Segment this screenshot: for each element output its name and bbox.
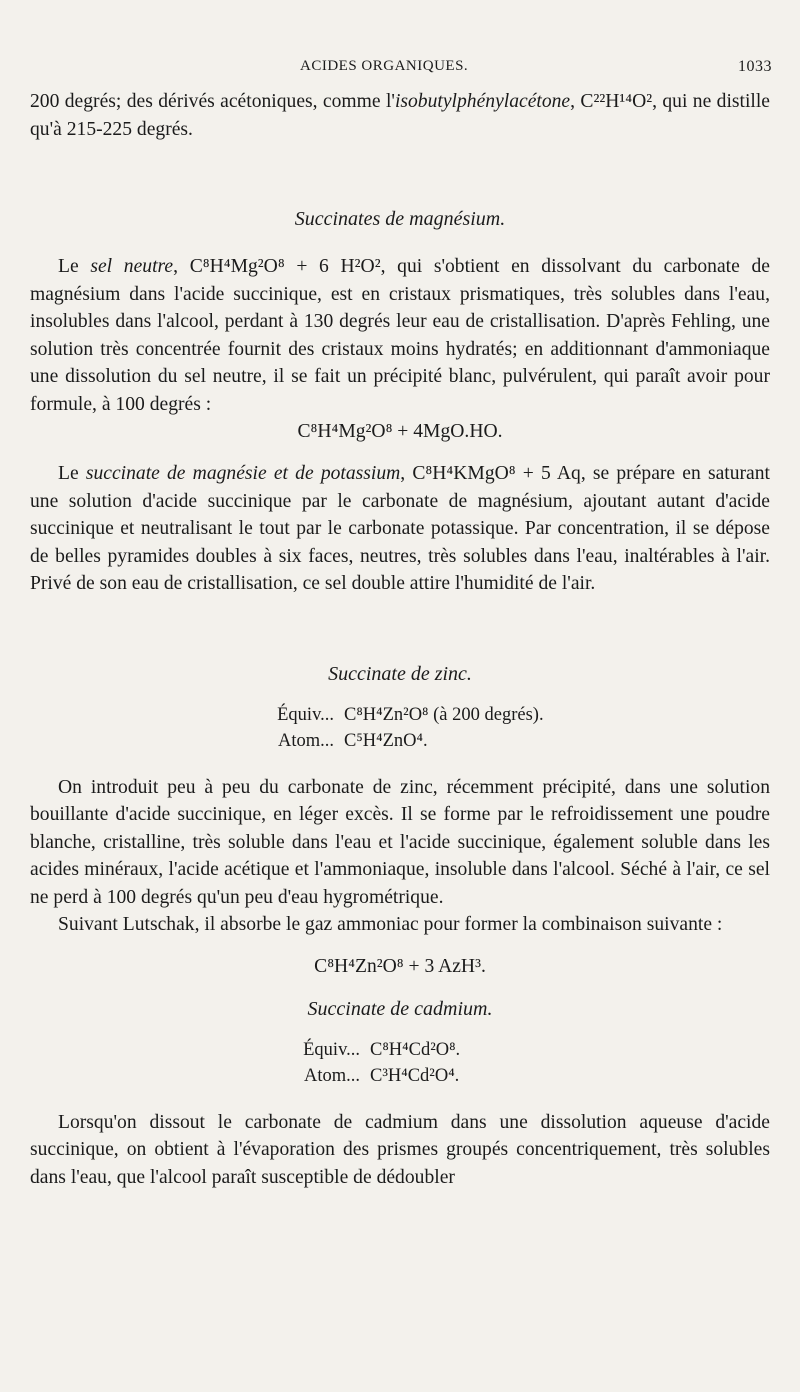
equiv-row: [246, 702, 770, 728]
running-header: [30, 58, 772, 82]
equiv-row: [272, 1037, 770, 1063]
running-title: ACIDES ORGANIQUES.: [300, 58, 469, 74]
atom-row: [246, 728, 770, 754]
atom-label: Atom...: [303, 1065, 360, 1086]
paragraph-text: , C²²H¹⁴O², qui ne distille qu'à 215-225 degrés.: [30, 91, 770, 140]
paragraph-isobutylphenylacetone: [30, 88, 770, 143]
equiv-label: Équiv...: [277, 704, 334, 725]
atom-formula: C³H⁴Cd²O⁴.: [370, 1065, 460, 1086]
paragraph-text: 200 degrés; des dérivés acétoniques, comme l': [30, 91, 395, 112]
paragraph-text: Le: [58, 463, 86, 484]
paragraph-text: Le: [58, 256, 91, 277]
paragraph-magnesium-potassium: [30, 460, 770, 598]
paragraph-text: , C⁸H⁴KMgO⁸ + 5 Aq, se prépare en saturant une solution d'acide succinique par le carbonate de magnésium, ajoutant autant d'acide succinique et neutralisant le tout par le carbonate potassique. Par concentration, il se dépose de belles pyramides doubles à six faces, neutres, très solubles dans l'eau, inaltérables à l'air. Privé de son eau de cristallisation, ce sel double attire l'humidité de l'air.: [30, 463, 770, 594]
term-italic: sel neutre: [90, 256, 174, 277]
paragraph-lutschak: Suivant Lutschak, il absorbe le gaz ammoniac pour former la combinaison suivante :: [58, 914, 723, 935]
paragraph-cadmium: Lorsqu'on dissout le carbonate de cadmium dans une dissolution aqueuse d'acide succinique, on obtient à l'évaporation des prismes groupés concentriquement, très solubles dans l'eau, que l'alcool paraît susceptible de dédoubler: [30, 1111, 770, 1188]
formula-zinc-ammonia: C⁸H⁴Zn²O⁸ + 3 AzH³.: [314, 955, 486, 977]
equiv-label: Équiv...: [303, 1039, 360, 1060]
section-heading-magnesium: Succinates de magnésium.: [294, 208, 506, 230]
term-italic: succinate de magnésie et de potassium: [85, 463, 401, 484]
paragraph-neutral-salt: [30, 253, 770, 418]
equivalents-zinc: [30, 702, 770, 754]
section-heading-cadmium: Succinate de cadmium.: [307, 997, 493, 1020]
formula-magnesium: C⁸H⁴Mg²O⁸ + 4MgO.HO.: [297, 421, 503, 442]
atom-row: [272, 1063, 770, 1089]
equivalents-cadmium: [30, 1037, 770, 1089]
page-number: 1033: [738, 58, 772, 75]
compound-name: isobutylphénylacétone: [394, 91, 571, 112]
equiv-formula: C⁸H⁴Zn²O⁸ (à 200 degrés).: [344, 704, 544, 725]
section-heading-zinc: Succinate de zinc.: [328, 662, 472, 685]
page-body: [30, 88, 770, 1191]
paragraph-text: , C⁸H⁴Mg²O⁸ + 6 H²O², qui s'obtient en dissolvant du carbonate de magnésium dans l'acide succinique, est en cristaux prismatiques, très solubles dans l'eau, insolubles dans l'alcool, perdant à 130 degrés leur eau de cristallisation. D'après Fehling, une solution très concentrée fournit des cristaux moins hydratés; en additionnant d'ammoniaque une dissolution du sel neutre, il se fait un précipité blanc, pulvérulent, qui paraît avoir pour formule, à 100 degrés :: [30, 256, 770, 415]
paragraph-zinc-preparation: On introduit peu à peu du carbonate de zinc, récemment précipité, dans une solution bouillante d'acide succinique, en léger excès. Il se forme par le refroidissement une poudre blanche, cristalline, très soluble dans l'eau et l'acide succinique, également soluble dans les acides minéraux, l'acide acétique et l'ammoniaque, insoluble dans l'alcool. Séché à l'air, ce sel ne perd à 100 degrés qu'un peu d'eau hygrométrique.: [30, 776, 770, 908]
equiv-formula: C⁸H⁴Cd²O⁸.: [370, 1039, 461, 1060]
atom-formula: C⁵H⁴ZnO⁴.: [344, 730, 428, 751]
atom-label: Atom...: [277, 730, 334, 751]
